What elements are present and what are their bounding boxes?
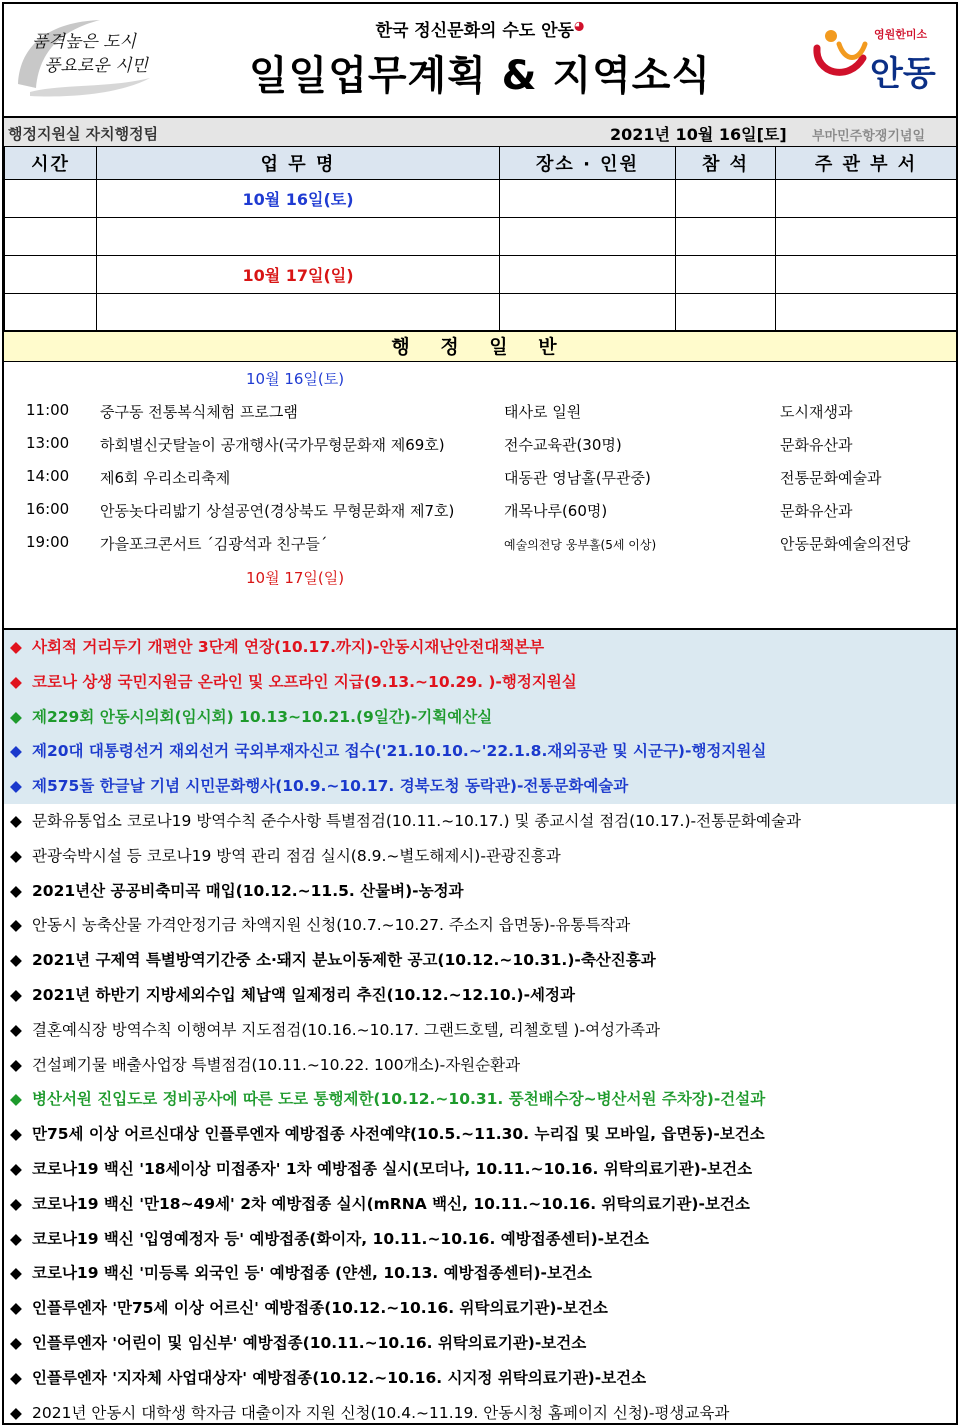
- news-text: 제20대 대통령선거 재외선거 국외부재자신고 접수('21.10.10.~'22.1.8.재외공관 및 시군구)-행정지원실: [32, 742, 767, 761]
- diamond-bullet-icon: ◆: [10, 846, 22, 865]
- news-text: 만75세 이상 어르신대상 인플루엔자 예방접종 사전예약(10.5.~11.30. 누리집 및 모바일, 읍면동)-보건소: [32, 1125, 765, 1144]
- diamond-bullet-icon: ◆: [10, 1055, 22, 1074]
- news-item: [4, 908, 956, 943]
- diamond-bullet-icon: ◆: [10, 1020, 22, 1039]
- diamond-bullet-icon: ◆: [10, 1229, 22, 1248]
- news-item: [4, 943, 956, 978]
- events-list: [4, 362, 956, 622]
- city-slogan: 영원한미소: [874, 28, 928, 41]
- diamond-bullet-icon: ◆: [10, 1368, 22, 1387]
- news-text: 안동시 농축산물 가격안정기금 차액지원 신청(10.7.~10.27. 주소지 읍면동)-유통특작과: [32, 916, 631, 935]
- diamond-bullet-icon: ◆: [10, 951, 22, 970]
- news-item: [4, 1256, 956, 1291]
- news-item: [4, 1187, 956, 1222]
- event-dept: 전통문화예술과: [780, 469, 882, 487]
- event-name: 가을포크콘서트 ´김광석과 친구들´: [100, 535, 328, 553]
- news-text: 건설폐기물 배출사업장 특별점검(10.11.~10.22. 100개소)-자원순환과: [32, 1055, 521, 1074]
- news-item: [4, 1396, 956, 1425]
- diamond-bullet-icon: ◆: [10, 916, 22, 935]
- table-row: [5, 180, 957, 218]
- event-name: 안동놋다리밟기 상설공연(경상북도 무형문화재 제7호): [100, 502, 455, 520]
- date-label: 2021년 10월 16일[토]: [610, 125, 787, 144]
- subtitle-text: 한국 정신문화의 수도 안동: [375, 21, 574, 41]
- news-item: [4, 874, 956, 909]
- news-text: 인플루엔자 '만75세 이상 어르신' 예방접종(10.12.~10.16. 위탁의료기관)-보건소: [32, 1299, 608, 1318]
- news-text: 코로나19 백신 '입영예정자 등' 예방접종(화이자, 10.11.~10.16. 예방접종센터)-보건소: [32, 1229, 650, 1248]
- diamond-bullet-icon: ◆: [10, 638, 22, 656]
- event-row: [4, 500, 956, 522]
- news-item: [4, 1291, 956, 1326]
- slogan-line-1: 품격높은 도시: [32, 32, 136, 52]
- diamond-bullet-icon: ◆: [10, 707, 22, 726]
- event-row: [4, 467, 956, 489]
- events-day-label: 10월 17일(일): [246, 569, 345, 587]
- event-time: 19:00: [26, 533, 70, 551]
- news-text: 제229회 안동시의회(임시회) 10.13~10.21.(9일간)-기획예산실: [32, 707, 493, 726]
- news-text: 인플루엔자 '지자체 사업대상자' 예방접종(10.12.~10.16. 시지정 위탁의료기관)-보건소: [32, 1368, 647, 1387]
- news-item: [4, 769, 956, 804]
- event-dept: 문화유산과: [780, 502, 853, 520]
- event-row: [4, 434, 956, 456]
- holiday-label: 부마민주항쟁기념일: [812, 129, 926, 144]
- news-item: [4, 630, 956, 665]
- news-item: [4, 804, 956, 839]
- table-day-label: 10월 16일(토): [97, 180, 500, 218]
- section-title: 행 정 일 반: [4, 330, 956, 362]
- news-item: [4, 1048, 956, 1083]
- event-dept: 도시재생과: [780, 403, 853, 421]
- event-time: 16:00: [26, 500, 70, 518]
- event-name: 중구동 전통복식체험 프로그램: [100, 403, 298, 421]
- col-attend: 참 석: [676, 147, 776, 180]
- news-item: [4, 734, 956, 769]
- event-time: 11:00: [26, 401, 70, 419]
- col-place: 장소 · 인원: [500, 147, 676, 180]
- event-row: [4, 401, 956, 423]
- diamond-bullet-icon: ◆: [10, 985, 22, 1004]
- diamond-bullet-icon: ◆: [10, 742, 22, 761]
- news-item: [4, 1222, 956, 1257]
- diamond-bullet-icon: ◆: [10, 1403, 22, 1422]
- table-row: [5, 218, 957, 256]
- news-item: [4, 1013, 956, 1048]
- news-list: [4, 628, 956, 1425]
- col-time: 시간: [5, 147, 97, 180]
- news-text: 문화유통업소 코로나19 방역수칙 준수사항 특별점검(10.11.~10.17.) 및 종교시설 점검(10.17.)-전통문화예술과: [32, 811, 801, 830]
- news-item: [4, 1361, 956, 1396]
- table-row: [5, 256, 957, 294]
- event-time: 14:00: [26, 467, 70, 485]
- diamond-bullet-icon: ◆: [10, 881, 22, 900]
- schedule-table: [4, 146, 957, 332]
- news-text: 사회적 거리두기 개편안 3단계 연장(10.17.까지)-안동시재난안전대책본부: [32, 638, 545, 656]
- event-place: 개목나루(60명): [504, 502, 608, 520]
- table-day-label: 10월 17일(일): [97, 256, 500, 294]
- diamond-bullet-icon: ◆: [10, 1194, 22, 1213]
- diamond-bullet-icon: ◆: [10, 1299, 22, 1318]
- event-name: 제6회 우리소리축제: [100, 469, 231, 487]
- col-dept: 주 관 부 서: [776, 147, 957, 180]
- page-title: 일일업무계획 & 지역소식: [248, 53, 712, 99]
- news-text: 제575돌 한글날 기념 시민문화행사(10.9.~10.17. 경북도청 동락관)-전통문화예술과: [32, 777, 629, 796]
- events-day-label: 10월 16일(토): [246, 370, 345, 388]
- event-place: 전수교육관(30명): [504, 436, 622, 454]
- news-text: 관광숙박시설 등 코로나19 방역 관리 점검 실시(8.9.~별도해제시)-관광진흥과: [32, 846, 561, 865]
- news-text: 코로나19 백신 '미등록 외국인 등' 예방접종 (얀센, 10.13. 예방접종센터)-보건소: [32, 1264, 592, 1283]
- event-place: 예술의전당 웅부홀(5세 이상): [504, 538, 657, 552]
- table-header-row: [5, 147, 957, 180]
- department-label: 행정지원실 자치행정팀: [8, 125, 159, 143]
- diamond-bullet-icon: ◆: [10, 1264, 22, 1283]
- news-item: [4, 700, 956, 735]
- document-frame: [2, 2, 958, 1425]
- news-item: [4, 1117, 956, 1152]
- event-place: 태사로 일원: [504, 403, 582, 421]
- diamond-bullet-icon: ◆: [10, 1125, 22, 1144]
- event-place: 대동관 영남홀(무관중): [504, 469, 651, 487]
- eye-mark-icon: ◕: [573, 18, 585, 33]
- diamond-bullet-icon: ◆: [10, 777, 22, 796]
- news-text: 코로나 상생 국민지원금 온라인 및 오프라인 지급(9.13.~10.29. )-행정지원실: [32, 672, 577, 691]
- diamond-bullet-icon: ◆: [10, 1333, 22, 1352]
- col-task: 업 무 명: [97, 147, 500, 180]
- news-text: 2021년 하반기 지방세외수입 체납액 일제정리 추진(10.12.~12.10.)-세정과: [32, 985, 575, 1004]
- news-item: [4, 978, 956, 1013]
- news-item: [4, 1152, 956, 1187]
- news-text: 코로나19 백신 '만18~49세' 2차 예방접종 실시(mRNA 백신, 10.11.~10.16. 위탁의료기관)-보건소: [32, 1194, 750, 1213]
- news-item: [4, 1082, 956, 1117]
- news-item: [4, 665, 956, 700]
- slogan-line-2: 풍요로운 시민: [44, 56, 148, 76]
- page-header: [4, 4, 956, 110]
- news-text: 2021년산 공공비축미곡 매입(10.12.~11.5. 산물벼)-농정과: [32, 881, 464, 900]
- diamond-bullet-icon: ◆: [10, 1159, 22, 1178]
- diamond-bullet-icon: ◆: [10, 1090, 22, 1109]
- news-item: [4, 1326, 956, 1361]
- news-text: 2021년 안동시 대학생 학자금 대출이자 지원 신청(10.4.~11.19. 안동시청 홈페이지 신청)-평생교육과: [32, 1403, 730, 1422]
- news-text: 인플루엔자 '어린이 및 임신부' 예방접종(10.11.~10.16. 위탁의료기관)-보건소: [32, 1333, 587, 1352]
- news-text: 2021년 구제역 특별방역기간중 소·돼지 분뇨이동제한 공고(10.12.~10.31.)-축산진흥과: [32, 951, 656, 970]
- diamond-bullet-icon: ◆: [10, 811, 22, 830]
- city-name: 안동: [870, 54, 936, 94]
- news-item: [4, 839, 956, 874]
- event-row: [4, 533, 956, 555]
- event-dept: 문화유산과: [780, 436, 853, 454]
- news-text: 병산서원 진입도로 정비공사에 따른 도로 통행제한(10.12.~10.31. 풍천배수장~병산서원 주차장)-건설과: [32, 1090, 766, 1109]
- event-time: 13:00: [26, 434, 70, 452]
- event-name: 하회별신굿탈놀이 공개행사(국가무형문화재 제69호): [100, 436, 445, 454]
- info-bar: [4, 116, 956, 146]
- news-text: 코로나19 백신 '18세이상 미접종자' 1차 예방접종 실시(모더나, 10.11.~10.16. 위탁의료기관)-보건소: [32, 1159, 753, 1178]
- event-dept: 안동문화예술의전당: [780, 535, 911, 553]
- news-text: 결혼예식장 방역수칙 이행여부 지도점검(10.16.~10.17. 그랜드호텔, 리첼호텔 )-여성가족과: [32, 1020, 660, 1039]
- table-row: [5, 294, 957, 332]
- diamond-bullet-icon: ◆: [10, 672, 22, 691]
